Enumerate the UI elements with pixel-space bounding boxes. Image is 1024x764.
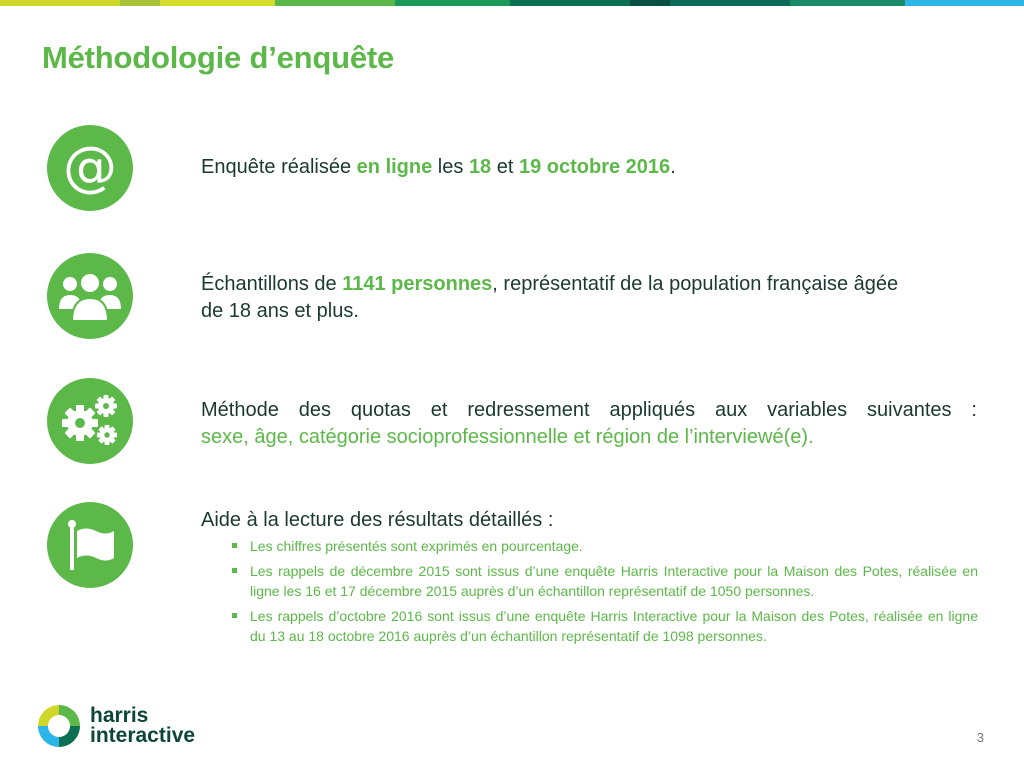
top-color-bar [0, 0, 1024, 6]
page-title: Méthodologie d’enquête [42, 40, 395, 75]
top-bar-segment [120, 0, 160, 6]
top-bar-segment [160, 0, 275, 6]
method-text [201, 397, 977, 451]
sample-text [201, 271, 995, 325]
highlight-day: 18 [468, 156, 492, 178]
bullet-square-icon [232, 568, 237, 573]
top-bar-segment [395, 0, 510, 6]
reading-aid-heading: Aide à la lecture des résultats détaillés : [201, 509, 554, 531]
text-fragment: les [432, 156, 469, 178]
list-item [232, 536, 978, 556]
harris-logo-mark-icon [36, 703, 82, 749]
list-item [232, 606, 978, 646]
method-variables: sexe, âge, catégorie socioprofessionnelle et région de l’interviewé(e). [201, 426, 814, 448]
logo-word-harris: harris [90, 704, 149, 727]
list-item [232, 561, 978, 601]
people-group-icon [47, 253, 133, 339]
sample-line-2: de 18 ans et plus. [201, 300, 359, 322]
method-line-1: Méthode des quotas et redressement appliqués aux variables suivantes : [201, 399, 977, 421]
reading-aid-list [232, 536, 978, 651]
top-bar-segment [630, 0, 670, 6]
bullet-text: Les rappels de décembre 2015 sont issus d’une enquête Harris Interactive pour la Maison des Potes, réalisée en ligne les 16 et 17 décembre 2015 auprès d’un échantillon représentatif de 1050 personnes. [250, 563, 978, 599]
bullet-square-icon [232, 543, 237, 548]
top-bar-segment [670, 0, 790, 6]
survey-online-text [201, 154, 676, 181]
bullet-text: Les rappels d’octobre 2016 sont issus d’une enquête Harris Interactive pour la Maison des Potes, réalisée en ligne du 13 au 18 octobre 2016 auprès d’un échantillon représentatif de 1098 personnes. [250, 608, 978, 644]
at-sign-icon [47, 125, 133, 211]
top-bar-segment [0, 0, 120, 6]
text-fragment: . [670, 156, 676, 178]
logo-word-interactive: interactive [90, 724, 196, 747]
sample-line-1 [201, 271, 995, 298]
top-bar-segment [275, 0, 395, 6]
highlight-sample-size: 1141 personnes [342, 273, 493, 295]
text-fragment: Échantillons de [201, 273, 343, 295]
page-number: 3 [976, 730, 984, 745]
highlight-date: 19 octobre 2016 [518, 156, 671, 178]
bullet-square-icon [232, 613, 237, 618]
text-fragment: Enquête réalisée [201, 156, 357, 178]
gears-icon [47, 378, 133, 464]
logo-wordmark [90, 706, 195, 746]
harris-interactive-logo [36, 703, 195, 749]
highlight-online: en ligne [356, 156, 433, 178]
top-bar-segment [790, 0, 905, 6]
top-bar-segment [510, 0, 630, 6]
flag-icon [47, 502, 133, 588]
bullet-text: Les chiffres présentés sont exprimés en pourcentage. [250, 538, 583, 554]
top-bar-segment [905, 0, 1024, 6]
text-fragment: et [491, 156, 519, 178]
text-fragment: , représentatif de la population française âgée [492, 273, 899, 295]
svg-text:@: @ [63, 137, 117, 198]
